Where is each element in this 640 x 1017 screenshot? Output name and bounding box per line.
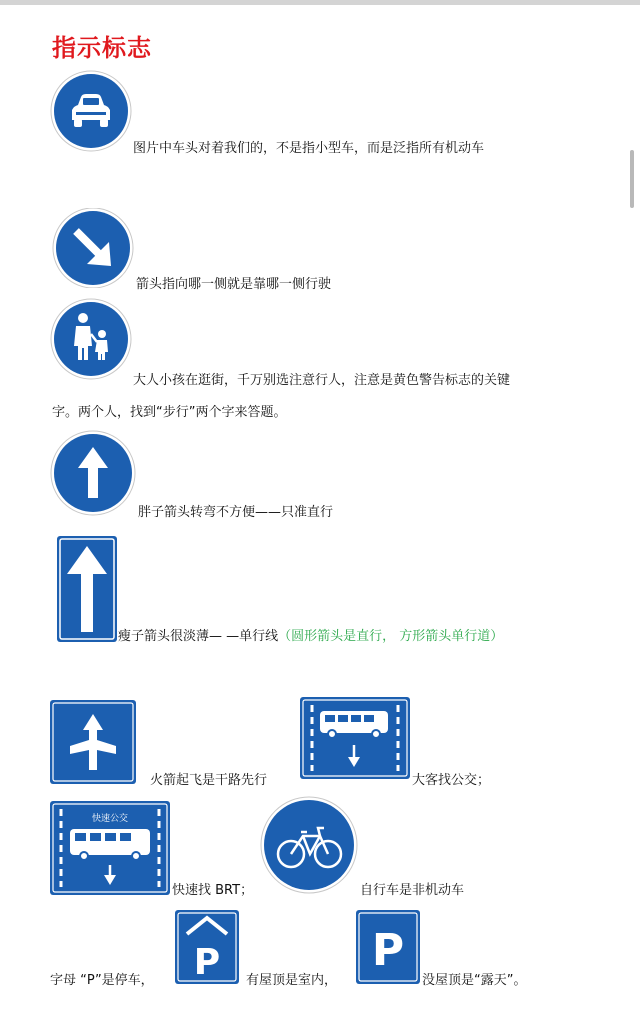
open-parking-icon xyxy=(356,910,420,984)
bicycle-caption: 自行车是非机动车 xyxy=(360,883,465,898)
straight-only-caption: 胖子箭头转弯不方便——只准直行 xyxy=(138,505,334,520)
scrollbar[interactable] xyxy=(630,150,634,208)
one-way-note: （圆形箭头是直行， 方形箭头单行道） xyxy=(278,629,504,644)
pedestrian-caption-line1: 大人小孩在逛街，千万别选注意行人，注意是黄色警告标志的关键 xyxy=(133,373,511,388)
brt-lane-icon xyxy=(50,801,170,895)
arrow-up-icon xyxy=(50,430,136,516)
page-title: 指示标志 xyxy=(52,34,152,62)
pedestrian-icon xyxy=(50,298,132,380)
one-way-caption: 瘦子箭头很淡薄— —单行线 xyxy=(118,629,279,644)
arrow-down-right-icon xyxy=(52,208,134,288)
motor-vehicle-caption: 图片中车头对着我们的，不是指小型车，而是泛指所有机动车 xyxy=(133,141,485,156)
main-road-caption: 火箭起飞是干路先行 xyxy=(150,773,268,788)
bicycle-icon xyxy=(260,796,358,894)
one-way-caption-row xyxy=(118,628,503,646)
parking-lead: 字母 “P”是停车， xyxy=(50,973,154,988)
covered-parking-icon xyxy=(175,910,239,984)
brt-sign-text: 快速公交 xyxy=(91,814,129,824)
keep-right-caption: 箭头指向哪一侧就是靠哪一侧行驶 xyxy=(136,277,332,292)
one-way-arrow-icon xyxy=(57,536,117,642)
main-road-priority-icon xyxy=(50,700,136,784)
covered-parking-caption: 有屋顶是室内， xyxy=(246,973,338,988)
bus-lane-icon xyxy=(300,697,410,779)
bus-lane-caption: 大客找公交； xyxy=(412,773,491,788)
open-parking-caption: 没屋顶是“露天”。 xyxy=(422,973,527,988)
brt-lane-caption: 快速找 BRT； xyxy=(172,883,254,898)
top-bar xyxy=(0,0,640,5)
car-icon xyxy=(50,70,132,152)
covered-parking-letter: P xyxy=(193,942,221,983)
pedestrian-caption-line2: 字。两个人，找到“步行”两个字来答题。 xyxy=(52,405,287,420)
open-parking-letter: P xyxy=(371,925,405,976)
